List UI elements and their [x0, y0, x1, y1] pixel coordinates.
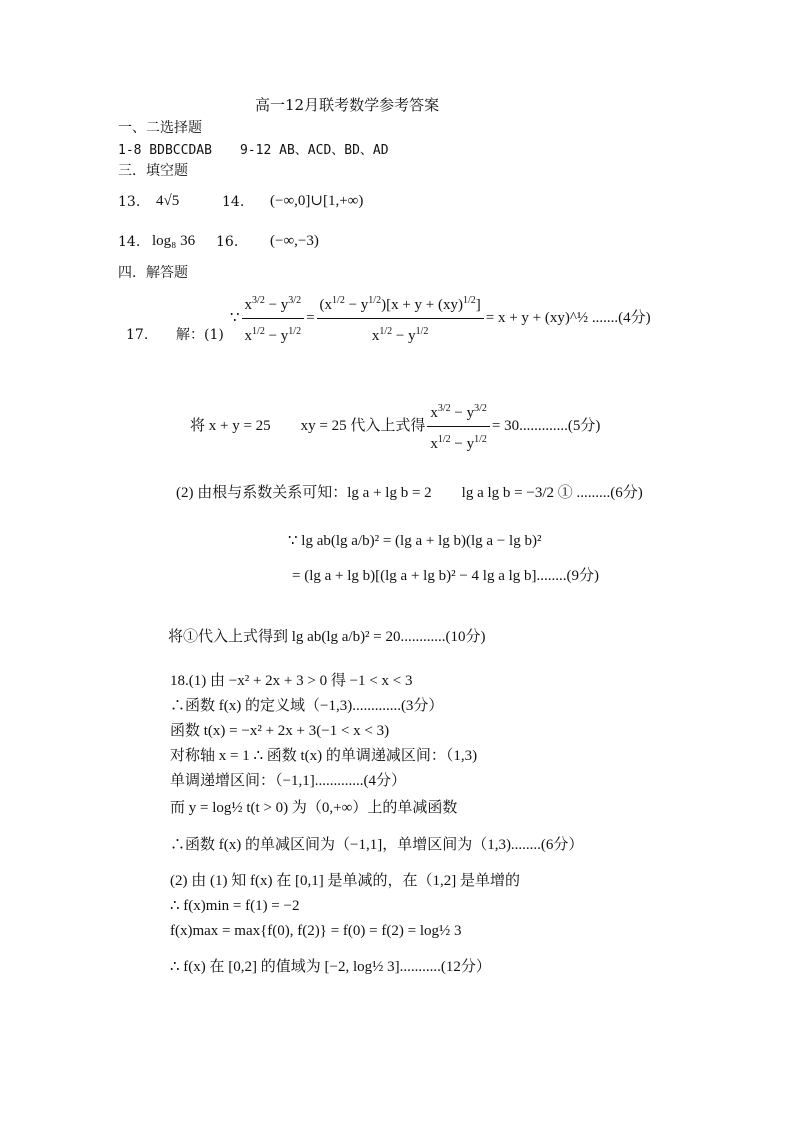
- part-label: 解：(1): [176, 327, 224, 343]
- section-heading: 三．填空题: [118, 163, 188, 179]
- question-number: 14.: [118, 234, 141, 250]
- page-title: 高一12月联考数学参考答案: [255, 96, 440, 114]
- q18-line: 单调递增区间：（−1,1].............(4分）: [170, 773, 406, 789]
- q18-line: ∴函数 f(x) 的定义域（−1,3).............(3分）: [170, 698, 444, 714]
- choice-answers-1-8: 1-8 BDBCCDAB: [118, 143, 212, 158]
- question-number: 13.: [118, 194, 141, 210]
- step1-result: = x + y + (xy)^½ .......(4分): [485, 309, 651, 326]
- formula-q17-step3: ∵ lg ab(lg a/b)² = (lg a + lg b)(lg a − lg b)²: [288, 533, 542, 549]
- step2-prefix: 将 x + y = 25 xy = 25 代入上式得: [190, 417, 426, 434]
- question-number: 14.: [222, 194, 245, 210]
- formula-q17-step2: 将 x + y = 25 xy = 25 代入上式得 $\frac{x^{3/2} - y^{3/2}}{x^{1/2} - y^{1/2}}$ = 30.............(5分): [190, 398, 600, 455]
- formula-q17-step4: = (lg a + lg b)[(lg a + lg b)² − 4 lg a lg b]........(9分): [292, 568, 600, 584]
- q18-line: (2) 由 (1) 知 f(x) 在 [0,1] 是单减的，在（1,2] 是单增的: [170, 873, 520, 889]
- formula-q17-step5: 将①代入上式得到 lg ab(lg a/b)² = 20............(10分): [168, 629, 486, 645]
- q18-line: 函数 t(x) = −x² + 2x + 3(−1 < x < 3): [170, 723, 390, 739]
- section-heading: 一、二选择题: [118, 120, 202, 136]
- answer-15: log₈ 36: [152, 233, 196, 249]
- q18-line: ∴函数 f(x) 的单减区间为（−1,1]，单增区间为（1,3)........(6分）: [170, 837, 584, 853]
- q18-line: 对称轴 x = 1 ∴ 函数 t(x) 的单调递减区间：（1,3): [170, 748, 478, 764]
- answer-14: (−∞,0]∪[1,+∞): [270, 193, 364, 209]
- formula-q17-part2: (2) 由根与系数关系可知：lg a + lg b = 2 lg a lg b = −3/2 ① .........(6分): [176, 485, 643, 501]
- formula-q17-step1: ∵ $\frac{x^{3/2} - y^{3/2}}{x^{1/2} - y^{1/2}}$ = $\frac{(x^{1/2} - y^{1/2})[x + y + (xy)^{1/2}]}{x^{1/2} - y^{1/2}}$ = x + y + (xy)^½ .......(4分): [230, 290, 651, 347]
- question-number: 16.: [216, 234, 239, 250]
- q18-line: 而 y = log½ t(t > 0) 为（0,+∞）上的单减函数: [170, 800, 458, 816]
- choice-answers-9-12: 9-12 AB、ACD、BD、AD: [240, 143, 389, 158]
- section-heading: 四．解答题: [118, 265, 188, 281]
- step2-result: = 30.............(5分): [491, 417, 601, 434]
- q18-line: f(x)max = max{f(0), f(2)} = f(0) = f(2) = log½ 3: [170, 923, 462, 939]
- q18-line: 18.(1) 由 −x² + 2x + 3 > 0 得 −1 < x < 3: [170, 673, 413, 689]
- question-number: 17.: [126, 327, 149, 343]
- q18-line: ∴ f(x) 在 [0,2] 的值域为 [−2, log½ 3]...........(12分）: [170, 959, 491, 975]
- answer-16: (−∞,−3): [270, 233, 319, 249]
- answer-13: 4√5: [156, 193, 180, 209]
- q18-line: ∴ f(x)min = f(1) = −2: [170, 898, 300, 914]
